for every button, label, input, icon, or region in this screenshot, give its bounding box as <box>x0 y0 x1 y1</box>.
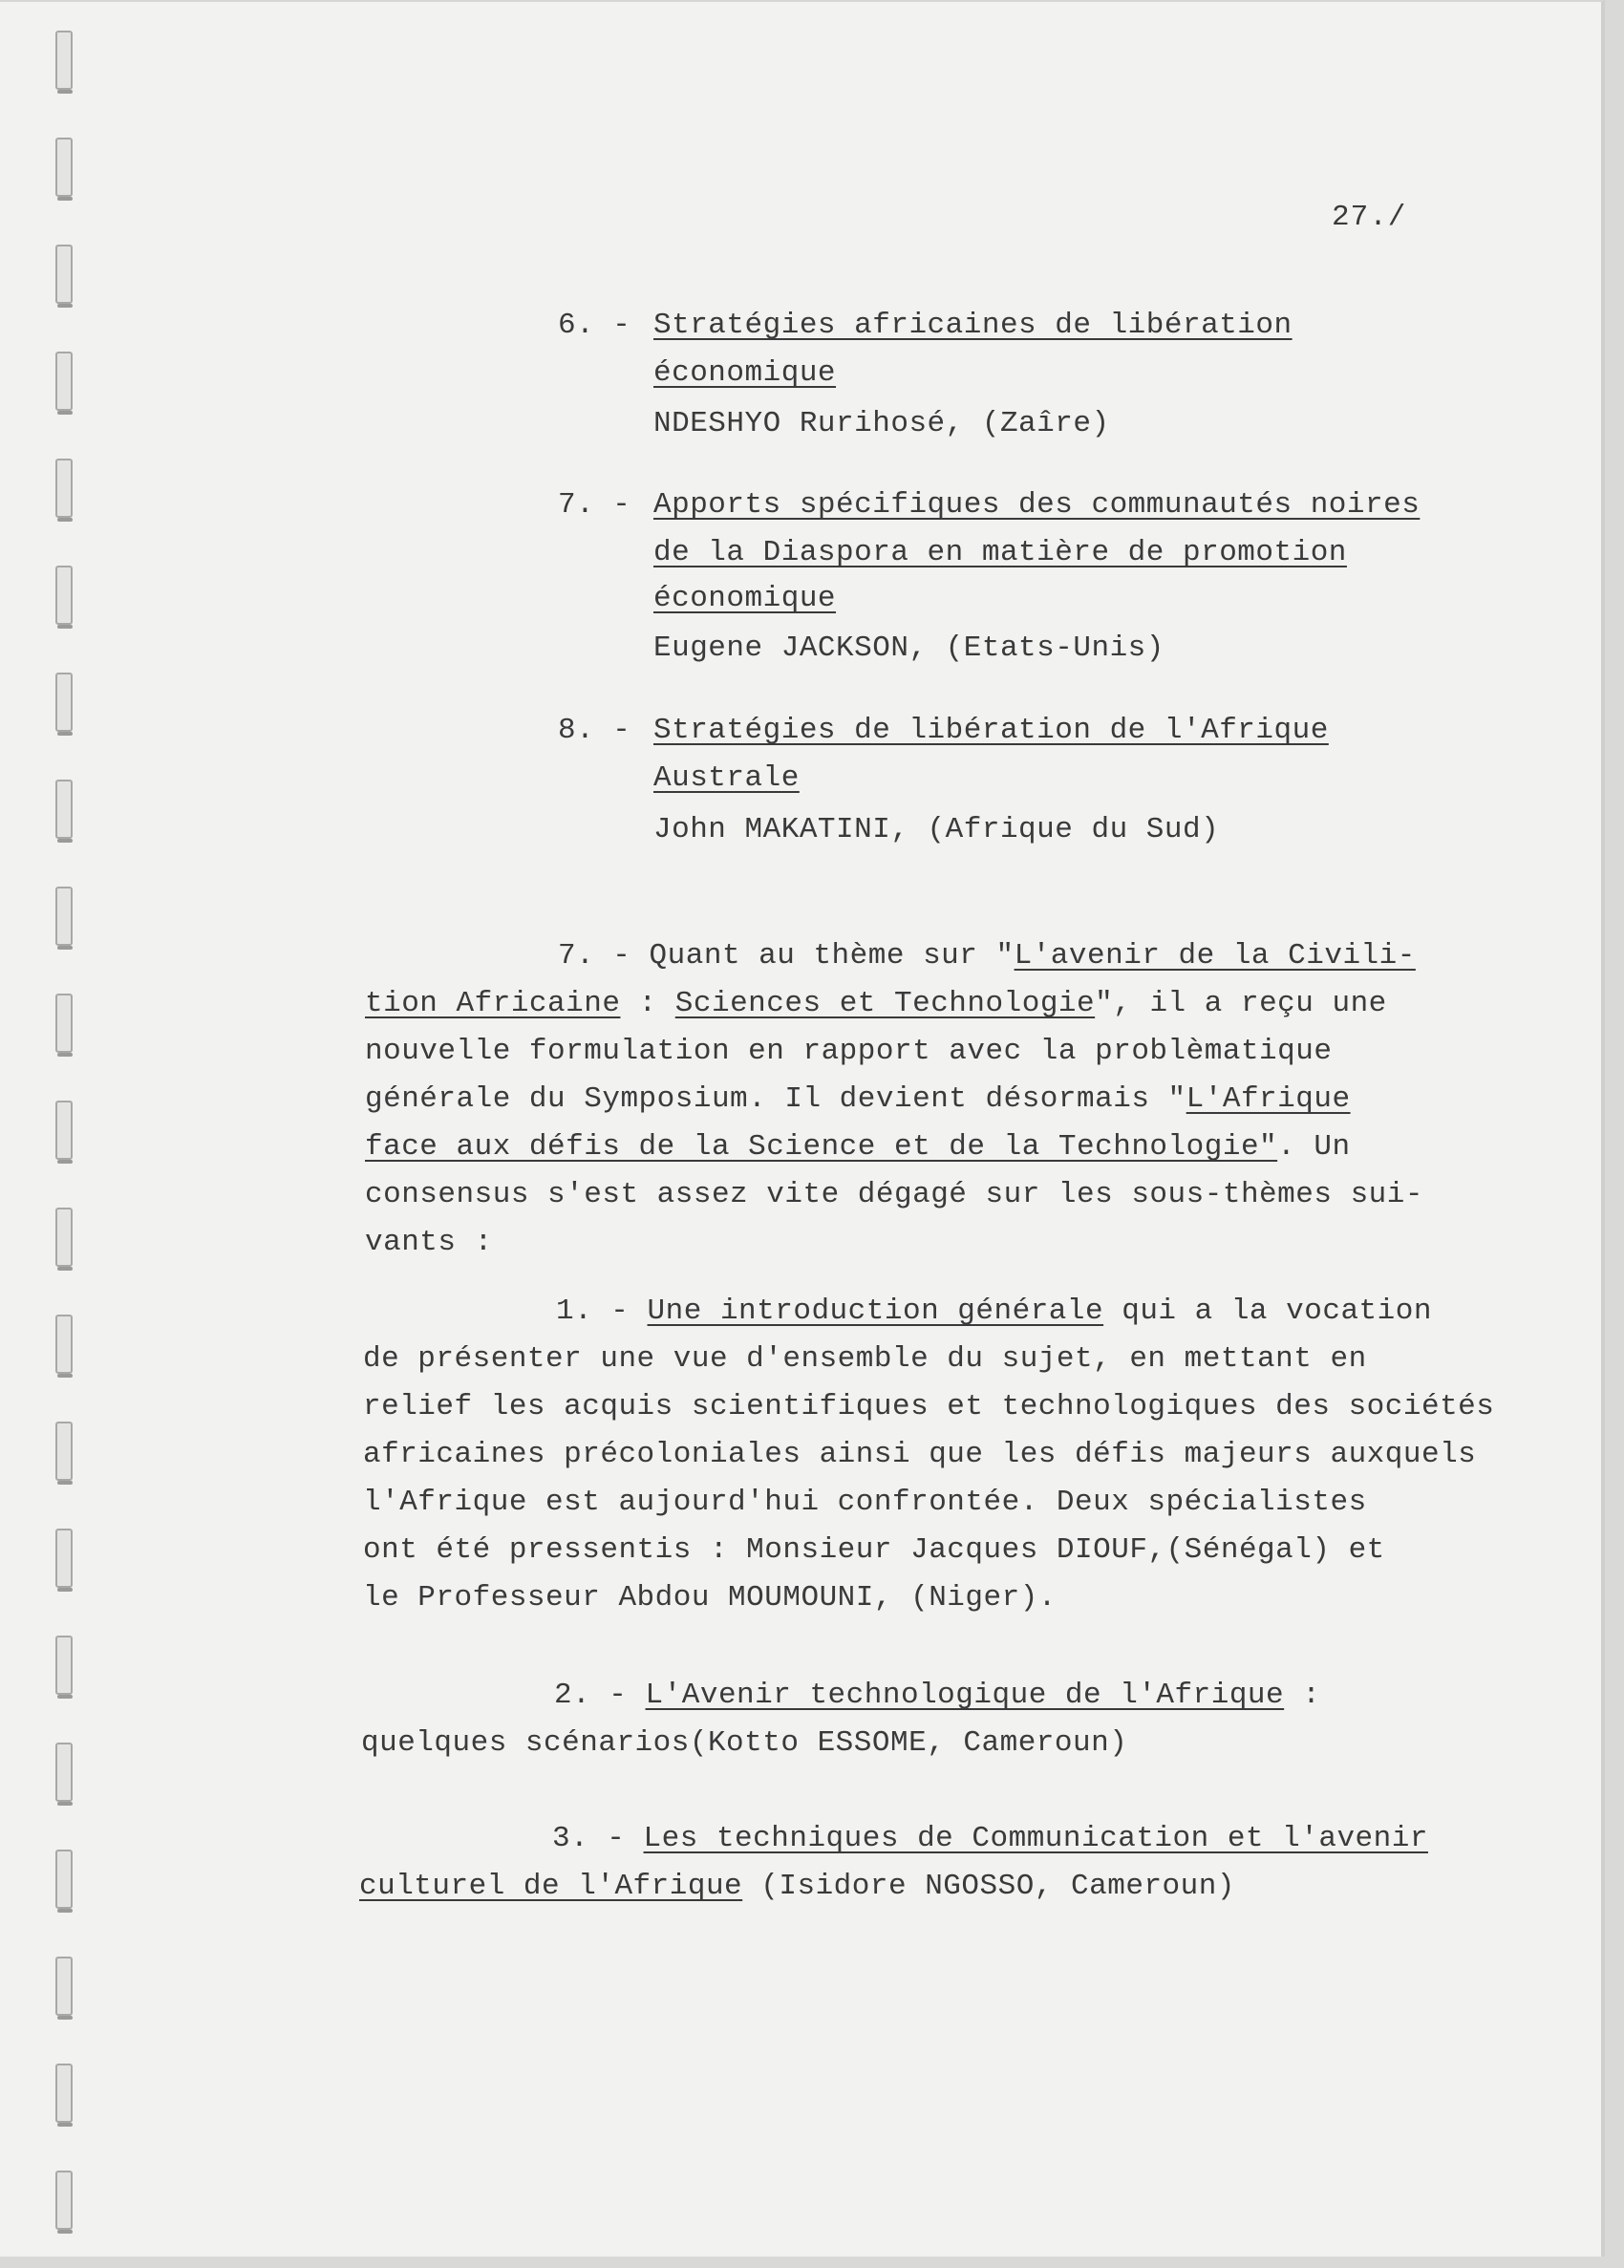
binding-hole <box>55 1315 73 1374</box>
binding-hole <box>55 1957 73 2016</box>
paragraph-line <box>558 938 1416 974</box>
text-span: : <box>620 987 675 1020</box>
paragraph-line: ont été pressentis : Monsieur Jacques DIOUF,(Sénégal) et <box>363 1533 1385 1567</box>
list-item-number: 6. - <box>558 309 631 342</box>
section-number: 7. - <box>558 939 631 973</box>
binding-hole <box>55 1101 73 1160</box>
underlined-text: tion Africaine <box>365 987 621 1020</box>
paragraph-line <box>359 1869 1235 1905</box>
binding-hole <box>55 1208 73 1267</box>
binding-hole <box>55 1529 73 1588</box>
binding-hole <box>55 138 73 197</box>
text-span: . Un <box>1277 1130 1351 1164</box>
text-span: (Isidore NGOSSO, Cameroun) <box>742 1870 1235 1903</box>
paragraph-line: quelques scénarios(Kotto ESSOME, Cameroun) <box>361 1726 1128 1760</box>
underlined-text: L'avenir de la Civili- <box>1014 939 1416 973</box>
binding-hole <box>55 2064 73 2123</box>
paragraph-line <box>365 1081 1351 1118</box>
list-item-number: 7. - <box>558 488 631 522</box>
subtheme-number: 1. - <box>556 1294 630 1328</box>
list-item-title: de la Diaspora en matière de promotion <box>653 536 1347 569</box>
paragraph-line <box>552 1821 1428 1857</box>
list-item-title: Stratégies de libération de l'Afrique <box>653 714 1329 747</box>
binding-hole <box>55 887 73 946</box>
binding-hole <box>55 673 73 732</box>
paragraph-line: de présenter une vue d'ensemble du sujet, en mettant en <box>363 1342 1367 1376</box>
list-item-author: Eugene JACKSON, (Etats-Unis) <box>653 631 1165 665</box>
paragraph-line: relief les acquis scientifiques et technologiques des sociétés <box>363 1390 1495 1423</box>
paragraph-line <box>554 1678 1320 1714</box>
paragraph-line: africaines précoloniales ainsi que les défis majeurs auxquels <box>363 1438 1477 1471</box>
list-item-author: NDESHYO Rurihosé, (Zaîre) <box>653 407 1110 440</box>
subtheme-number: 2. - <box>554 1679 628 1712</box>
list-item-title: Apports spécifiques des communautés noires <box>653 488 1421 522</box>
text-span: générale du Symposium. Il devient désormais " <box>365 1082 1186 1116</box>
binding-hole <box>55 1636 73 1695</box>
underlined-text: face aux défis de la Science et de la Technologie" <box>365 1130 1278 1164</box>
text-span: : <box>1284 1679 1321 1712</box>
text-span: Quant au thème sur " <box>649 939 1015 973</box>
binding-hole <box>55 1850 73 1909</box>
underlined-text: culturel de l'Afrique <box>359 1870 743 1903</box>
list-item-number: 8. - <box>558 714 631 747</box>
list-item-title: Stratégies africaines de libération <box>653 309 1293 342</box>
underlined-text: L'Avenir technologique de l'Afrique <box>645 1679 1285 1712</box>
underlined-text: Les techniques de Communication et l'avenir <box>643 1822 1428 1855</box>
subtheme-number: 3. - <box>552 1822 626 1855</box>
binding-hole <box>55 1743 73 1802</box>
text-span: qui a la vocation <box>1103 1294 1432 1328</box>
paragraph-line: l'Afrique est aujourd'hui confrontée. Deux spécialistes <box>363 1486 1367 1519</box>
paragraph-line <box>365 986 1387 1022</box>
binding-hole <box>55 245 73 304</box>
list-item-title: Australe <box>653 761 800 795</box>
page-number: 27./ <box>1332 201 1407 234</box>
underlined-text: Une introduction générale <box>647 1294 1104 1328</box>
list-item-title: économique <box>653 582 837 615</box>
list-item-title: économique <box>653 356 837 390</box>
paragraph-line: consensus s'est assez vite dégagé sur les sous-thèmes sui- <box>365 1178 1423 1211</box>
binding-hole <box>55 31 73 90</box>
underlined-text: Sciences et Technologie <box>674 987 1096 1020</box>
list-item-author: John MAKATINI, (Afrique du Sud) <box>653 813 1220 846</box>
binding-hole <box>55 1422 73 1481</box>
paragraph-line: vants : <box>365 1226 493 1259</box>
binding-hole <box>55 994 73 1053</box>
binding-hole <box>55 352 73 411</box>
binding-hole <box>55 459 73 518</box>
paragraph-line: le Professeur Abdou MOUMOUNI, (Niger). <box>363 1581 1057 1615</box>
binding-hole <box>55 2171 73 2230</box>
underlined-text: L'Afrique <box>1186 1082 1351 1116</box>
paragraph-line: nouvelle formulation en rapport avec la problèmatique <box>365 1035 1333 1068</box>
binding-hole <box>55 566 73 625</box>
paragraph-line <box>365 1129 1351 1166</box>
paragraph-line <box>556 1294 1432 1330</box>
text-span: ", il a reçu une <box>1095 987 1387 1020</box>
binding-hole <box>55 780 73 839</box>
